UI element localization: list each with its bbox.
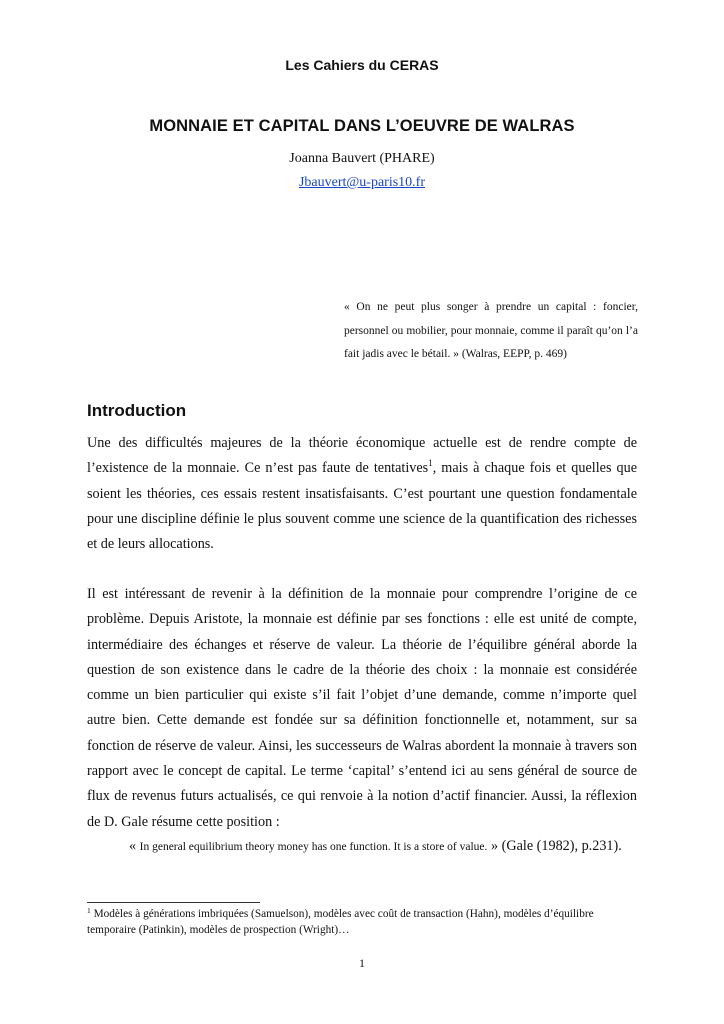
section-heading-introduction: Introduction — [87, 401, 187, 420]
block-quote — [129, 836, 637, 857]
quote-citation: » (Gale (1982), p.231). — [490, 838, 622, 854]
quote-text: In general equilibrium theory money has one function. It is a store of value. — [139, 841, 488, 853]
author-email-link[interactable]: Jbauvert@u-paris10.fr — [298, 175, 426, 190]
epigraph: « On ne peut plus songer à prendre un capital : foncier, personnel ou mobilier, pour monnaie, comme il paraît qu’on l’a fait jadis avec le bétail. » (Walras, EEPP, p. 469) — [344, 301, 638, 360]
paragraph-1 — [87, 431, 637, 557]
paper-title: MONNAIE ET CAPITAL DANS L’OEUVRE DE WALRAS — [149, 117, 575, 135]
footnote-divider — [87, 902, 260, 903]
footnote — [87, 907, 639, 938]
footnote-text: Modèles à générations imbriquées (Samuelson), modèles avec coût de transaction (Hahn), modèles d’équilibre temporaire (Patinkin), modèles de prospection (Wright)… — [87, 908, 594, 936]
paragraph-2: Il est intéressant de revenir à la définition de la monnaie pour comprendre l’origine de ce problème. Depuis Aristote, la monnaie est définie par ses fonctions : elle est unité de compte, intermédiaire des échanges et réserve de valeur. La théorie de l’équilibre général aborde la question de son existence dans le cadre de la théorie des choix : la monnaie est considérée comme un bien particulier qui existe s’il fait l’objet d’une demande, comme n’importe quel autre bien. Cette demande est fondée sur sa définition fonctionnelle et, notamment, sur sa fonction de réserve de valeur. Ainsi, les successeurs de Walras abordent la monnaie à travers son rapport avec le concept de capital. Le terme ‘capital’ s’entend ici au sens général de source de flux de revenus futurs actualisés, ce qui renvoie à la notion d’actif financier. Aussi, la réflexion de D. Gale résume cette position : — [87, 586, 637, 830]
paragraph-1-text-start: Une des difficultés majeures de la théorie économique actuelle est de rendre compte de l’existence de la monnaie. Ce n’est pas faute de tentatives — [87, 435, 637, 477]
series-title: Les Cahiers du CERAS — [285, 57, 439, 73]
author: Joanna Bauvert (PHARE) — [289, 151, 435, 166]
footnote-reference[interactable]: 1 — [428, 458, 433, 469]
page-number: 1 — [359, 956, 365, 970]
quote-open-mark: « — [129, 838, 137, 854]
paragraph-1-text-end: , mais à chaque fois et quelles que soient les théories, ces essais restent insatisfaisants. C’est pourtant une question fondamentale pour une discipline définie le plus souvent comme une science de la quantification des richesses et de leurs allocations. — [87, 460, 637, 553]
footnote-number: 1 — [87, 906, 91, 915]
